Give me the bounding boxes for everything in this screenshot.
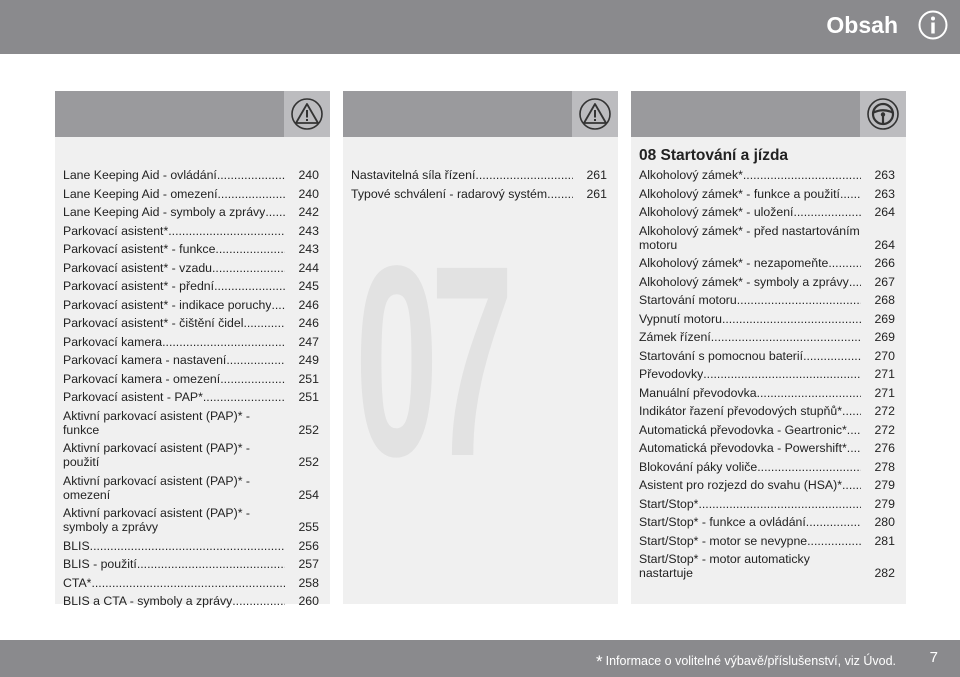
toc-entry[interactable]: Parkovací kamera - omezení ..... 251 <box>63 372 319 386</box>
column-header <box>631 91 906 137</box>
toc-entry[interactable]: Start/Stop* - motor automaticky nastartuje 282 <box>639 552 895 580</box>
toc-entry[interactable]: Alkoholový zámek* - nezapomeňte ..... 266 <box>639 256 895 270</box>
warning-triangle-icon <box>579 98 611 130</box>
toc-entry[interactable]: Parkovací asistent* - čištění čidel ..... 246 <box>63 316 319 330</box>
toc-entry[interactable]: BLIS - použití ..... 257 <box>63 557 319 571</box>
toc-entry[interactable]: Parkovací asistent* - přední ..... 245 <box>63 279 319 293</box>
toc-entry[interactable]: Automatická převodovka - Powershift* ..... 276 <box>639 441 895 455</box>
toc-column-2 <box>343 91 618 604</box>
toc-list <box>639 168 895 585</box>
toc-entry[interactable]: Indikátor řazení převodových stupňů* ..... 272 <box>639 404 895 418</box>
toc-entry[interactable]: Parkovací asistent - PAP* ..... 251 <box>63 390 319 404</box>
toc-entry[interactable]: Parkovací asistent* ..... 243 <box>63 224 319 238</box>
toc-entry[interactable]: Startování s pomocnou baterií ..... 270 <box>639 349 895 363</box>
toc-entry[interactable]: Alkoholový zámek* - před nastartováním motoru 264 <box>639 223 895 252</box>
toc-entry[interactable]: Lane Keeping Aid - omezení ..... 240 <box>63 187 319 201</box>
toc-entry[interactable]: Lane Keeping Aid - symboly a zprávy ..... 242 <box>63 205 319 219</box>
toc-entry[interactable]: Automatická převodovka - Geartronic* ..... 272 <box>639 423 895 437</box>
toc-entry[interactable]: Aktivní parkovací asistent (PAP)* - omezení 254 <box>63 473 319 502</box>
toc-entry[interactable]: Parkovací kamera - nastavení ..... 249 <box>63 353 319 367</box>
toc-entry[interactable]: Parkovací asistent* - indikace poruchy ..... 246 <box>63 298 319 312</box>
section-title: 08 Startování a jízda <box>639 147 789 164</box>
footer-bar <box>0 640 960 677</box>
toc-entry[interactable]: Parkovací kamera ..... 247 <box>63 335 319 349</box>
asterisk-symbol: * <box>595 652 603 671</box>
footnote <box>596 652 896 672</box>
toc-entry[interactable]: Alkoholový zámek* - symboly a zprávy ..... 267 <box>639 275 895 289</box>
toc-column-1 <box>55 91 330 608</box>
toc-entry[interactable]: Alkoholový zámek* ..... 263 <box>639 168 895 182</box>
steering-wheel-icon <box>867 98 899 130</box>
header-bar <box>0 0 960 54</box>
info-icon <box>918 10 948 40</box>
page-number: 7 <box>929 649 938 666</box>
toc-entry[interactable]: Nastavitelná síla řízení ..... 261 <box>351 168 607 182</box>
toc-entry[interactable]: Blokování páky voliče ..... 278 <box>639 460 895 474</box>
toc-entry[interactable]: Manuální převodovka ..... 271 <box>639 386 895 400</box>
toc-entry[interactable]: Typové schválení - radarový systém ..... 261 <box>351 187 607 201</box>
toc-entry[interactable]: Asistent pro rozjezd do svahu (HSA)* ..... 279 <box>639 478 895 492</box>
toc-entry[interactable]: CTA* ..... 258 <box>63 576 319 590</box>
toc-entry[interactable]: Aktivní parkovací asistent (PAP)* - symboly a zprávy 255 <box>63 506 319 534</box>
column-header <box>343 91 618 137</box>
toc-column-3 <box>631 91 906 604</box>
toc-entry[interactable]: Aktivní parkovací asistent (PAP)* - funkce 252 <box>63 408 319 437</box>
toc-entry[interactable]: Lane Keeping Aid - ovládání ..... 240 <box>63 168 319 182</box>
toc-entry[interactable]: Start/Stop* - funkce a ovládání ..... 280 <box>639 515 895 529</box>
toc-entry[interactable]: Vypnutí motoru ..... 269 <box>639 312 895 326</box>
toc-list <box>351 168 607 205</box>
toc-entry[interactable]: Parkovací asistent* - funkce ..... 243 <box>63 242 319 256</box>
toc-entry[interactable]: Převodovky ..... 271 <box>639 367 895 381</box>
toc-entry[interactable]: Parkovací asistent* - vzadu ..... 244 <box>63 261 319 275</box>
toc-entry[interactable]: BLIS ..... 256 <box>63 539 319 553</box>
toc-entry[interactable]: Alkoholový zámek* - uložení ..... 264 <box>639 205 895 219</box>
page-title: Obsah <box>826 12 898 38</box>
warning-triangle-icon <box>291 98 323 130</box>
toc-entry[interactable]: Start/Stop* - motor se nevypne ..... 281 <box>639 534 895 548</box>
toc-entry[interactable]: Zámek řízení ..... 269 <box>639 330 895 344</box>
toc-entry[interactable]: Alkoholový zámek* - funkce a použití ..... 263 <box>639 187 895 201</box>
toc-list <box>63 168 319 613</box>
toc-entry[interactable]: Start/Stop* ..... 279 <box>639 497 895 511</box>
column-header <box>55 91 330 137</box>
chapter-watermark: 07 <box>355 209 507 513</box>
toc-entry[interactable]: Startování motoru ..... 268 <box>639 293 895 307</box>
footnote-text: Informace o volitelné výbavě/příslušenství, viz Úvod. <box>605 654 896 668</box>
toc-entry[interactable]: Aktivní parkovací asistent (PAP)* - použití 252 <box>63 441 319 469</box>
toc-entry[interactable]: BLIS a CTA - symboly a zprávy ..... 260 <box>63 594 319 608</box>
